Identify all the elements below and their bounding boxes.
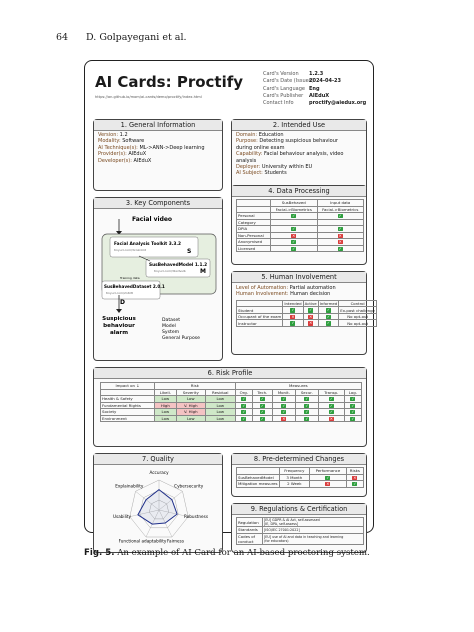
table-cell: Ex-post challenge [340, 307, 375, 313]
measure-cell [344, 415, 361, 422]
row-label: Non-Personal [237, 232, 271, 239]
row-label: Anonymised [237, 239, 271, 246]
check-icon: ✓ [260, 402, 264, 408]
involvement-row: Human Involvement: Human decision [236, 291, 331, 298]
radar-axis-label: Fairness [167, 538, 184, 544]
output-line-1: Suspicious [102, 316, 136, 322]
frequency-cell: 2 Week [279, 481, 310, 488]
radar-axis-label: Cybersecurity [174, 483, 204, 489]
check-icon: ✓ [292, 213, 296, 219]
check-icon: ✓ [338, 226, 342, 232]
panel-title: 3. Key Components [94, 198, 222, 209]
risk-table [100, 382, 362, 422]
automation-info [232, 283, 366, 299]
check-icon: ✓ [291, 307, 295, 313]
meta-label: Card's Date (Issued) [263, 78, 314, 85]
intended-use-list [232, 131, 366, 178]
info-key: Domain: [236, 132, 259, 138]
figure-caption [84, 548, 424, 558]
quality-panel [93, 453, 223, 553]
training-label: Training data [120, 276, 140, 280]
cross-icon: ✕ [329, 415, 333, 421]
cross-icon: ✕ [309, 313, 313, 319]
risk-level: V. High [176, 409, 205, 416]
info-value: ML->ANN->Deep learning [139, 144, 205, 151]
table-row [237, 533, 364, 544]
cross-icon: ✕ [292, 232, 296, 238]
info-key: AI Technique(s): [98, 144, 140, 151]
legend-general-purpose: General Purpose [162, 336, 200, 341]
cross-icon: ✕ [291, 313, 295, 319]
check-icon: ✓ [305, 396, 309, 402]
automation-row: Level of Automation: Partial automation [236, 285, 336, 291]
table-row [237, 518, 364, 527]
check-icon: ✓ [329, 402, 333, 408]
row-value: [ISO/IEC 27001:2022] [263, 527, 364, 534]
table-cell [303, 320, 318, 327]
check-icon: ✓ [305, 415, 309, 421]
info-value: Education [258, 132, 284, 138]
row-label: DPIA [237, 226, 271, 233]
meta-value: Eng [309, 85, 320, 92]
check-icon: ✓ [351, 402, 355, 408]
cross-icon: ✕ [282, 415, 286, 421]
table-row [101, 415, 362, 422]
regulations-table [236, 517, 364, 545]
legend-system: System [162, 330, 180, 335]
meta-row [263, 100, 369, 107]
meta-label: Card's Language [263, 85, 305, 92]
output-label [102, 316, 136, 336]
changes-table [236, 467, 364, 488]
cross-icon: ✕ [353, 474, 357, 480]
measures-header: Measures [235, 383, 361, 390]
row-label: Licensed [237, 245, 271, 252]
check-icon: ✓ [338, 213, 342, 219]
caption-text: An example of AI Card for an AI-based proctoring system. [114, 548, 370, 558]
info-row [236, 170, 362, 176]
measure-cell [272, 415, 295, 422]
check-icon: ✓ [292, 226, 296, 232]
model-letter: M [200, 268, 206, 275]
ai-card [84, 60, 375, 544]
info-value: Facial behaviour analysis, video [263, 151, 344, 158]
row-label: Health & Safety [101, 396, 155, 403]
info-value: University within EU [261, 164, 313, 171]
page-header [56, 32, 436, 46]
check-icon: ✓ [326, 320, 331, 326]
radar-axis-label: Robustness [183, 514, 209, 519]
measure-cell [318, 415, 344, 422]
info-key: Modality: [98, 138, 123, 145]
panel-title: 1. General Information [94, 120, 222, 131]
row-label: Environment [101, 415, 155, 422]
check-icon: ✓ [282, 396, 286, 402]
risk-level: Low [155, 415, 177, 422]
risk-header: Risk [155, 383, 236, 390]
check-icon: ✓ [292, 239, 296, 245]
risk-col-header: Residual [205, 389, 235, 396]
measure-cell [235, 415, 252, 422]
panel-title: 4. Data Processing [232, 186, 366, 197]
measure-cell [295, 415, 318, 422]
input-label: Facial video [132, 216, 173, 223]
check-icon: ✓ [329, 396, 333, 402]
model-name: SusBehavedModel 1.1.2 [149, 263, 208, 268]
check-icon: ✓ [291, 320, 295, 326]
model-link: tinyurl.com/3bxdvslb [154, 269, 186, 273]
info-value: AIEduX [128, 151, 147, 158]
row-label: Mitigation measures [238, 481, 278, 487]
col-header: Performance [310, 468, 347, 475]
info-key: Deployer: [236, 164, 262, 171]
table-cell [317, 245, 364, 252]
risk-level: High [155, 402, 177, 409]
cross-icon: ✕ [338, 232, 342, 238]
meta-value: 1.2.3 [309, 71, 324, 77]
col-header: Control [339, 300, 377, 307]
meta-label: Card's Version [263, 71, 299, 77]
data-processing-panel [231, 185, 367, 265]
panel-title: 5. Human Involvement [232, 272, 366, 283]
cross-icon: ✕ [326, 481, 330, 487]
info-key: Purpose: [236, 138, 260, 145]
sub-header: Facial->Biometrics [271, 206, 318, 213]
row-label: Category [237, 219, 271, 226]
check-icon: ✓ [351, 415, 355, 421]
radar-series [138, 490, 177, 524]
component-legend [162, 317, 200, 341]
check-icon: ✓ [338, 245, 342, 251]
check-icon: ✓ [242, 409, 246, 415]
measure-col-header: Monit. [272, 389, 295, 396]
check-icon: ✓ [305, 409, 309, 415]
info-value: 1.2 [119, 132, 128, 138]
measure-col-header: Tech. [252, 389, 272, 396]
radar-axis-label: Accuracy [149, 470, 169, 475]
check-icon: ✓ [309, 307, 313, 313]
frequency-cell: 3 Month [279, 474, 310, 481]
row-label: Student [237, 307, 283, 314]
table-cell [271, 245, 318, 252]
human-involvement-table [236, 300, 377, 327]
row-label: Standards [237, 527, 263, 534]
intended-use-panel [231, 119, 367, 191]
panel-title: 2. Intended Use [232, 120, 366, 131]
measure-col-header: Log. [344, 389, 361, 396]
impact-header: Impact on ↓ [101, 383, 155, 390]
risk-level: Low [205, 396, 235, 403]
info-value: during online exam [236, 144, 285, 151]
risk-cell [346, 481, 363, 488]
meta-label: Card's Publisher [263, 92, 304, 99]
output-line-2: behaviour [103, 323, 135, 329]
measure-col-header: Transp. [318, 389, 344, 396]
info-key: Capability: [236, 151, 264, 158]
risk-level: Low [205, 402, 235, 409]
check-icon: ✓ [282, 402, 286, 408]
risk-level: Low [155, 396, 177, 403]
measure-cell [252, 415, 272, 422]
check-icon: ✓ [260, 396, 264, 402]
row-label: Occupant of the exam [238, 314, 282, 320]
key-components-panel [93, 197, 223, 361]
changes-panel [231, 453, 367, 497]
dataset-letter: D [120, 299, 125, 306]
check-icon: ✓ [305, 402, 309, 408]
info-value: analysis [236, 157, 257, 164]
info-key: AI Subject: [236, 170, 265, 177]
info-key: Version: [98, 132, 120, 138]
check-icon: ✓ [260, 409, 264, 415]
components-diagram [94, 209, 224, 362]
meta-row [263, 78, 369, 85]
row-value: [EU] use of AI and data in teaching and learning (for educators) [263, 533, 364, 544]
card-url[interactable]: https://an.github.io/mom/ai-cards/demo/proctify/index.html [95, 95, 202, 99]
risk-level: Low [176, 415, 205, 422]
regulations-panel [231, 503, 367, 553]
col-header: Active [304, 301, 317, 307]
meta-value: proctify@aiedux.org [309, 100, 367, 107]
output-line-3: alarm [109, 330, 129, 336]
dataset-link: tinyurl.com/2n6r8 [106, 291, 133, 295]
info-value: Software [122, 138, 145, 145]
toolkit-letter: S [187, 248, 192, 255]
meta-label: Contact Info [263, 100, 294, 107]
check-icon: ✓ [326, 474, 330, 480]
risk-level: Low [155, 409, 177, 416]
table-row [237, 481, 364, 488]
legend-model: Model [162, 324, 176, 329]
sub-header: Facial->Biometrics [317, 206, 364, 213]
risk-profile-panel [93, 367, 367, 447]
meta-row [263, 71, 369, 78]
measure-col-header: Org. [235, 389, 252, 396]
toolkit-box [110, 237, 198, 257]
row-label: Instructor [237, 320, 283, 327]
table-cell [318, 320, 339, 327]
col-header: Input data [317, 200, 364, 207]
table-cell [283, 320, 303, 327]
page-number: 64 [56, 32, 69, 43]
toolkit-name: Facial Analysis Toolkit 3.3.2 [114, 242, 181, 247]
check-icon: ✓ [353, 481, 357, 487]
check-icon: ✓ [351, 396, 355, 402]
running-authors: D. Golpayegani et al. [86, 32, 187, 43]
table-cell: No opt-out [339, 313, 377, 320]
risk-level: V. High [176, 402, 205, 409]
arrow-head [116, 309, 122, 313]
row-label: Fundamental Rights [101, 402, 155, 409]
check-icon: ✓ [326, 313, 331, 319]
panel-title: 8. Pre-determined Changes [232, 454, 366, 465]
human-involvement-panel [231, 271, 375, 355]
info-value: AIEduX [133, 157, 152, 164]
col-header: Informed [319, 301, 338, 307]
row-label: Codes of conduct [237, 533, 263, 544]
legend-dataset: Dataset [162, 318, 180, 323]
info-key: Provider(s): [98, 151, 129, 158]
radar-axis-label: Functional adaptability [118, 538, 167, 544]
risk-level: Low [176, 396, 205, 403]
col-header: SusBehaved [271, 200, 318, 207]
row-label: Society [101, 409, 155, 416]
info-key: Developer(s): [98, 157, 134, 164]
check-icon: ✓ [242, 396, 246, 402]
table-row [237, 320, 377, 327]
risk-col-header: Severity [176, 389, 205, 396]
check-icon: ✓ [282, 409, 286, 415]
meta-value: 2024-04-23 [309, 78, 341, 85]
table-row [237, 245, 364, 252]
check-icon: ✓ [260, 415, 264, 421]
panel-title: 6. Risk Profile [94, 368, 366, 379]
check-icon: ✓ [242, 415, 246, 421]
risk-col-header: Likeli. [155, 389, 177, 396]
check-icon: ✓ [242, 402, 246, 408]
radar-axis-label: Explainability [115, 483, 144, 489]
check-icon: ✓ [326, 307, 331, 313]
risk-level: Low [205, 409, 235, 416]
table-cell: No opt-out [339, 320, 377, 327]
info-row [98, 158, 218, 164]
check-icon: ✓ [329, 409, 333, 415]
general-info-panel [93, 119, 223, 191]
meta-row [263, 93, 369, 100]
radar-axis-label: Usability [112, 514, 132, 519]
row-label: SusBehavedModel [237, 474, 280, 481]
performance-cell [310, 481, 347, 488]
panel-title: 9. Regulations & Certification [232, 504, 366, 515]
general-info-list [94, 131, 222, 165]
row-value: [EU] GDPR & AI Act, self-assessed [IE, DPA, self-assess] [263, 518, 364, 527]
risk-level: Low [205, 415, 235, 422]
check-icon: ✓ [292, 245, 296, 251]
check-icon: ✓ [351, 409, 355, 415]
col-header: Risks [346, 468, 363, 475]
cross-icon: ✕ [338, 239, 342, 245]
cross-icon: ✕ [309, 320, 313, 326]
measure-col-header: Secur. [295, 389, 318, 396]
row-label: Regulation [237, 518, 263, 527]
quality-radar-chart [94, 465, 224, 553]
dataset-name: SusBehavedDataset 2.0.1 [104, 284, 165, 289]
card-title: AI Cards: Proctify [95, 73, 244, 91]
meta-value: AIEduX [309, 92, 330, 99]
info-value: Students [264, 170, 287, 177]
data-processing-table [236, 199, 364, 252]
card-metadata [263, 71, 369, 107]
caption-label: Fig. 5. [84, 548, 115, 558]
row-label: Personal [237, 213, 271, 220]
col-header: Frequency [279, 468, 310, 475]
panel-title: 7. Quality [94, 454, 222, 465]
meta-row [263, 86, 369, 93]
toolkit-link: tinyurl.com/3xnzrzmt [114, 248, 147, 252]
col-header: Intended [284, 301, 302, 307]
info-value: Detecting suspicious behaviour [259, 138, 338, 145]
